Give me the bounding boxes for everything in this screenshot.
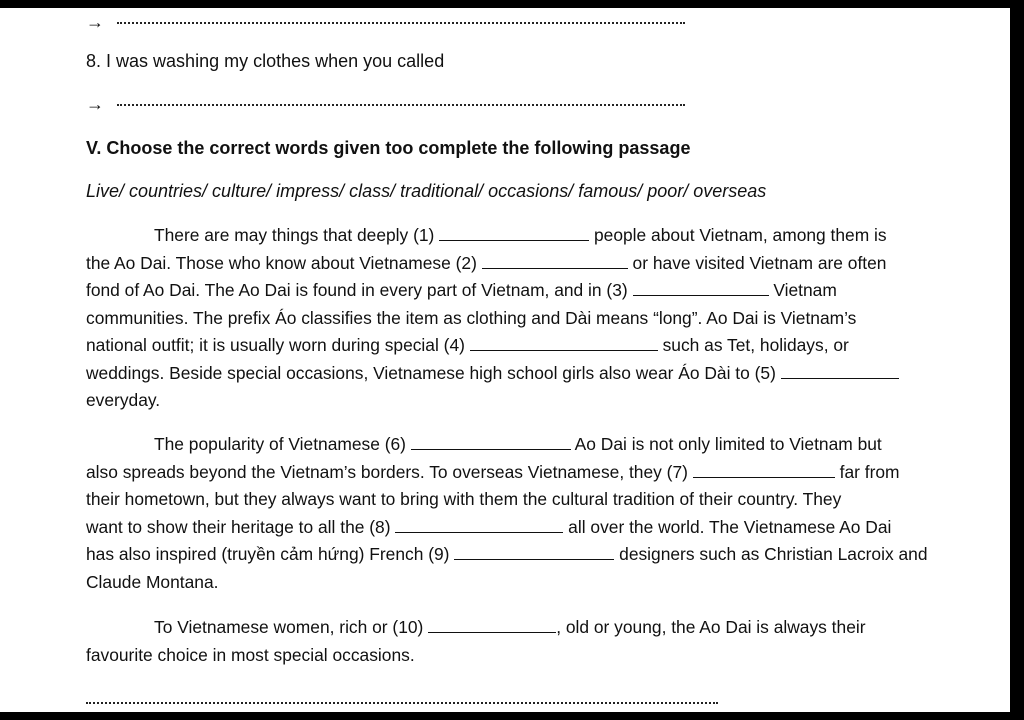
- passage-line: the Ao Dai. Those who know about Vietnamese (2) or have visited Vietnam are often: [86, 252, 887, 273]
- blank-7[interactable]: [693, 461, 835, 478]
- passage-line: Claude Montana.: [86, 571, 219, 592]
- passage-line: The popularity of Vietnamese (6) Ao Dai is not only limited to Vietnam but: [154, 434, 882, 454]
- answer-line-7: [86, 12, 685, 33]
- blank-1[interactable]: [439, 224, 589, 241]
- passage-paragraph-3: [86, 614, 991, 669]
- item-sentence: I was washing my clothes when you called: [106, 51, 445, 71]
- item-number: 8.: [86, 51, 102, 71]
- answer-dotted-line: [117, 22, 685, 24]
- blank-9[interactable]: [454, 543, 614, 560]
- passage-line: favourite choice in most special occasions.: [86, 644, 415, 665]
- passage-paragraph-1: [86, 222, 991, 415]
- passage-line: their hometown, but they always want to bring with them the cultural tradition of their country. They: [86, 489, 842, 509]
- passage-line: everyday.: [86, 390, 161, 410]
- blank-4[interactable]: [470, 334, 658, 351]
- passage-paragraph-2: [86, 431, 991, 596]
- passage-line: communities. The prefix Áo classifies the item as clothing and Dài means “long”. Ao Dai is Vietnam’s: [86, 307, 857, 328]
- answer-dotted-line: [117, 104, 685, 106]
- word-bank: Live/ countries/ culture/ impress/ class/ traditional/ occasions/ famous/ poor/ overseas: [86, 181, 767, 201]
- passage-line: fond of Ao Dai. The Ao Dai is found in every part of Vietnam, and in (3) Vietnam: [86, 280, 837, 300]
- passage-line: want to show their heritage to all the (8) all over the world. The Vietnamese Ao Dai: [86, 516, 892, 537]
- worksheet-page: [0, 8, 1010, 712]
- answer-dotted-line: [86, 702, 718, 704]
- blank-8[interactable]: [395, 516, 563, 533]
- blank-2[interactable]: [482, 252, 628, 269]
- section-heading: V. Choose the correct words given too complete the following passage: [86, 138, 691, 158]
- blank-10[interactable]: [428, 616, 556, 633]
- exercise-item-8: [86, 51, 444, 72]
- bottom-dotted-line: [86, 692, 718, 712]
- passage-line: weddings. Beside special occasions, Vietnamese high school girls also wear Áo Dài to (5): [86, 360, 991, 388]
- arrow-icon: →: [86, 94, 104, 114]
- passage-line: There are may things that deeply (1) people about Vietnam, among them is: [154, 225, 887, 245]
- answer-line-8: [86, 94, 685, 115]
- passage-line: also spreads beyond the Vietnam’s borders. To overseas Vietnamese, they (7) far from: [86, 461, 900, 482]
- passage-line: national outfit; it is usually worn during special (4) such as Tet, holidays, or: [86, 335, 849, 355]
- passage-line: has also inspired (truyền cảm hứng) French (9) designers such as Christian Lacroix and: [86, 544, 928, 564]
- arrow-icon: →: [86, 12, 104, 32]
- blank-3[interactable]: [633, 279, 769, 296]
- passage-line: To Vietnamese women, rich or (10) , old or young, the Ao Dai is always their: [154, 617, 866, 637]
- blank-5[interactable]: [781, 362, 899, 379]
- blank-6[interactable]: [411, 433, 571, 450]
